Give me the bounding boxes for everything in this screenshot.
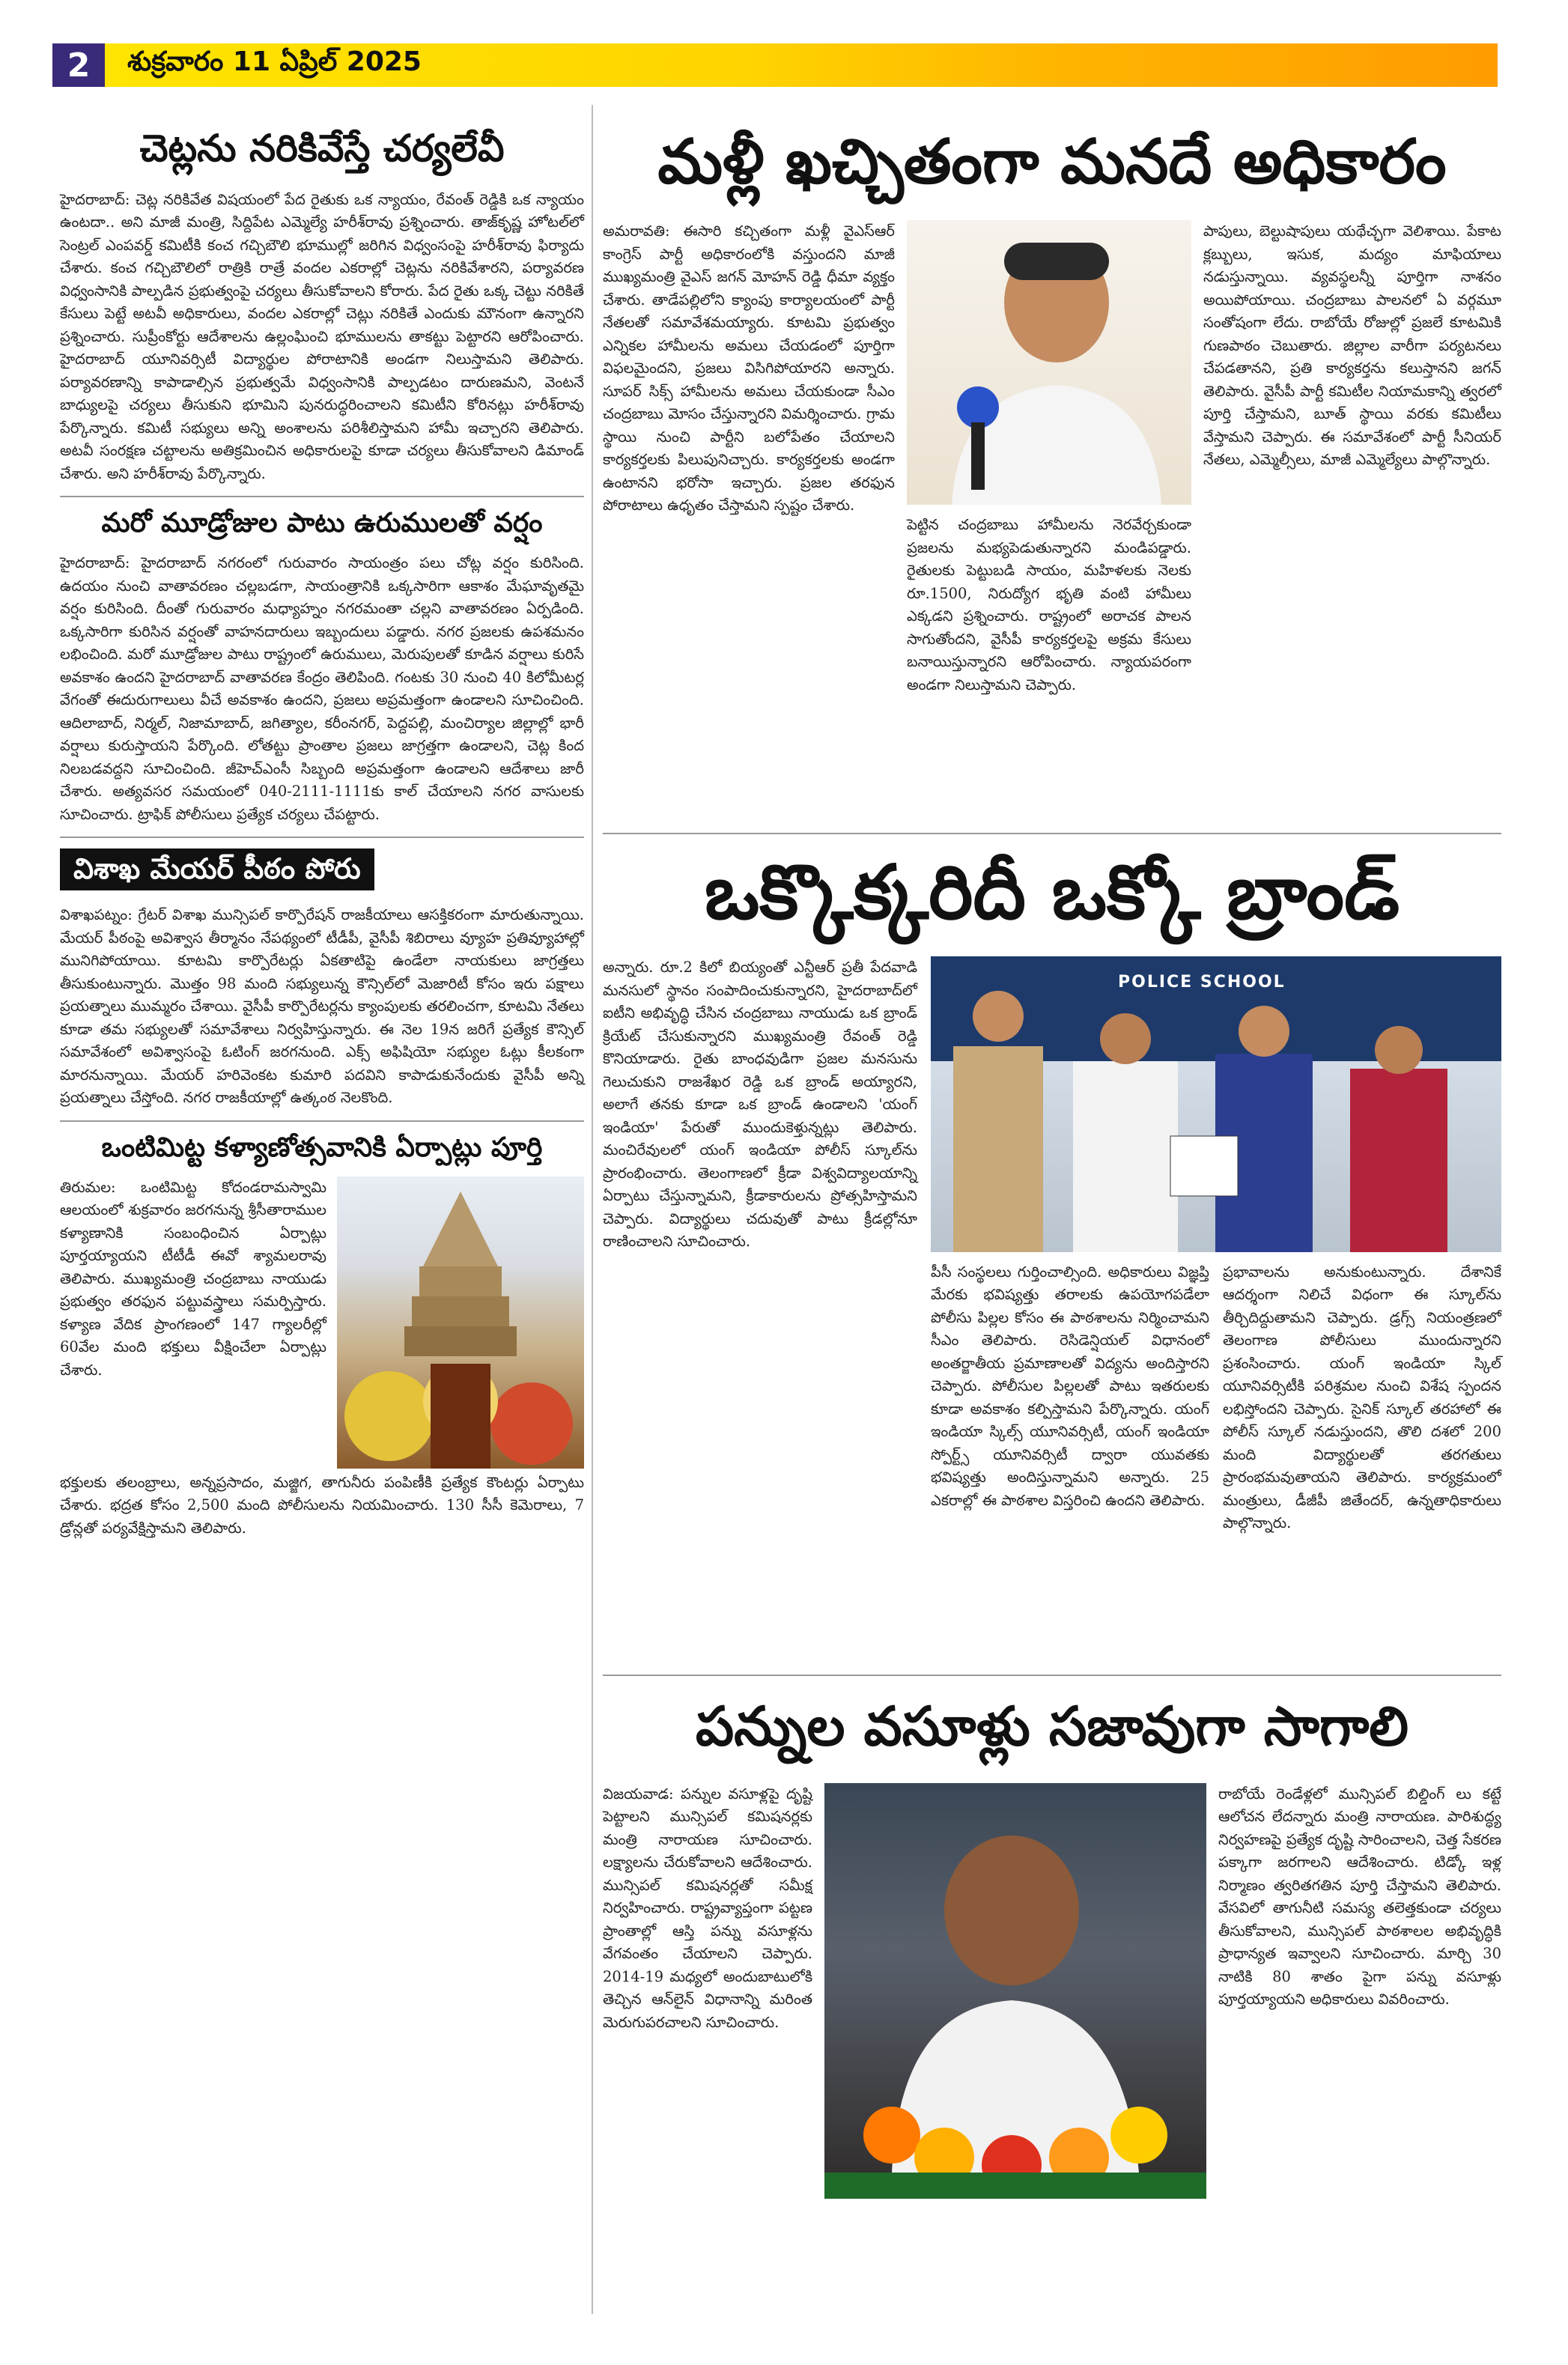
story-body: అన్నారు. రూ.2 కిలో బియ్యంతో ఎన్టీఆర్ ప్రతీ పేదవాడి మనసులో స్థానం సంపాదించుకున్నారని, హైదరాబాద్‌లో ఐటీని అభివృద్ధి చేసిన చంద్రబాబు నాయుడు ఒక బ్రాండ్ క్రియేట్ చేసుకున్నారని ముఖ్యమంత్రి రేవంత్ రెడ్డి కొనియాడారు. రైతు బాంధవుడిగా ప్రజల మనసును గెలుచుకుని రాజశేఖర రెడ్డి ఒక బ్రాండ్ అయ్యారని, అలాగే తనకు కూడా ఒక బ్రాండ్ ఉండాలని 'యంగ్ ఇండియా' పేరుతో ముందుకెళ్తున్నట్లు తెలిపారు. మంచిరేవులలో యంగ్ ఇండియా పోలీస్ స్కూల్‌ను ప్రారంభించారు. తెలంగాణలో క్రీడా విశ్వవిద్యాలయాన్ని ఏర్పాటు చేస్తున్నామని, క్రీడాకారులను ప్రోత్సహిస్తామని చెప్పారు. విద్యార్థులు చదువుతో పాటు క్రీడల్లోనూ రాణించాలని సూచించారు. bbox=[603, 959, 917, 1250]
photo-sign: POLICE SCHOOL bbox=[1118, 973, 1286, 992]
story-body: హైదరాబాద్: హైదరాబాద్ నగరంలో గురువారం సాయంత్రం పలు చోట్ల వర్షం కురిసింది. ఉదయం నుంచి వాతావరణం చల్లబడగా, సాయంత్రానికి ఒక్కసారిగా ఆకాశం మేఘావృతమై వర్షం కురిసింది. దీంతో గురువారం మధ్యాహ్నం నగరమంతా చల్లని వాతావరణం ఏర్పడింది. ఒక్కసారిగా కురిసిన వర్షంతో వాహనదారులు ఇబ్బందులు పడ్డారు. నగర ప్రజలకు ఉపశమనం లభించింది. మరో మూడ్రోజుల పాటు రాష్ట్రంలో ఉరుములు, మెరుపులతో కూడిన వర్షాలు కురిసే అవకాశం ఉందని హైదరాబాద్ వాతావరణ కేంద్రం తెలిపింది. గంటకు 30 నుంచి 40 కిలోమీటర్ల వేగంతో ఈదురుగాలులు వీచే అవకాశం ఉందని, ప్రజలు అప్రమత్తంగా ఉండాలని సూచించింది. ఆదిలాబాద్, నిర్మల్, నిజామాబాద్, జగిత్యాల, కరీంనగర్, పెద్దపల్లి, మంచిర్యాల జిల్లాల్లో భారీ వర్షాలు కురుస్తాయని పేర్కొంది. లోతట్టు ప్రాంతాల ప్రజలు జాగ్రత్తగా ఉండాలని, చెట్ల కింద నిలబడవద్దని సూచించింది. జీహెచ్ఎంసీ సిబ్బంది అప్రమత్తంగా ఉండాలని ఆదేశాలు జారీ చేశారు. అత్యవసర సమయంలో 040-2111-1111కు కాల్ చేయాలని నగర వాసులకు సూచించారు. ట్రాఫిక్ పోలీసులు ప్రత్యేక చర్యలు చేపట్టారు. bbox=[60, 554, 584, 823]
column-rule bbox=[592, 105, 593, 2314]
temple-illustration bbox=[337, 1177, 584, 1469]
issue-date: శుక్రవారం 11 ఏప్రిల్ 2025 bbox=[127, 46, 422, 77]
story-body: ప్రభావాలను అనుకుంటున్నారు. దేశానికే ఆదర్శంగా నిలిచే విధంగా ఈ స్కూల్‌ను తీర్చిదిద్దుతామని చెప్పారు. డ్రగ్స్ నియంత్రణలో తెలంగాణ పోలీసులు ముందున్నారని ప్రశంసించారు. యంగ్ ఇండియా స్కిల్ యూనివర్సిటీకి పరిశ్రమల నుంచి విశేష స్పందన లభిస్తోందని చెప్పారు. సైనిక్ స్కూల్ తరహాలో ఈ పోలీస్ స్కూల్ నడుస్తుందని, తొలి దశలో 200 మంది విద్యార్థులతో తరగతులు ప్రారంభమవుతాయని తెలిపారు. కార్యక్రమంలో మంత్రులు, డీజీపీ జితేందర్, ఉన్నతాధికారులు పాల్గొన్నారు. bbox=[1223, 1263, 1501, 1531]
story-row bbox=[603, 1783, 1501, 2199]
right-mid-story bbox=[603, 839, 1501, 1535]
minister-photo bbox=[824, 1783, 1206, 2199]
story-body: పెట్టిన చంద్రబాబు హామీలను నెరవేర్చకుండా ప్రజలను మభ్యపెడుతున్నారని మండిపడ్డారు. రైతులకు పెట్టుబడి సాయం, మహిళలకు నెలకు రూ.1500, నిరుద్యోగ భృతి వంటి హామీలు ఎక్కడని ప్రశ్నించారు. రాష్ట్రంలో అరాచక పాలన సాగుతోందని, వైసీపీ కార్యకర్తలపై అక్రమ కేసులు బనాయిస్తున్నారని ఆరోపించారు. న్యాయపరంగా అండగా నిలుస్తామని చెప్పారు. bbox=[907, 516, 1191, 693]
masthead bbox=[52, 43, 1498, 87]
story-headline: మరో మూడ్రోజుల పాటు ఉరుములతో వర్షం bbox=[101, 508, 543, 538]
story-row bbox=[60, 1177, 584, 1469]
story-row bbox=[603, 220, 1501, 696]
page-number: 2 bbox=[52, 43, 105, 87]
story-headline: మళ్లీ ఖచ్చితంగా మనదే అధికారం bbox=[657, 127, 1447, 198]
speaker-illustration bbox=[907, 220, 1191, 505]
story-body: విజయవాడ: పన్నుల వసూళ్లపై దృష్టి పెట్టాలని మున్సిపల్ కమిషనర్లకు మంత్రి నారాయణ సూచించారు. లక్ష్యాలను చేరుకోవాలని ఆదేశించారు. మున్సిపల్ కమిషనర్లతో సమీక్ష నిర్వహించారు. రాష్ట్రవ్యాప్తంగా పట్టణ ప్రాంతాల్లో ఆస్తి పన్ను వసూళ్లను వేగవంతం చేయాలని చెప్పారు. 2014-19 మధ్యలో అందుబాటులోకి తెచ్చిన ఆన్‌లైన్ విధానాన్ని మరింత మెరుగుపరచాలని సూచించారు. bbox=[603, 1785, 812, 2031]
story-visakha bbox=[60, 848, 584, 1109]
story-headline: ఒంటిమిట్ట కళ్యాణోత్సవానికి ఏర్పాట్లు పూర్తి bbox=[101, 1132, 543, 1163]
story-trees bbox=[60, 127, 584, 485]
jagan-photo bbox=[907, 220, 1191, 505]
divider bbox=[60, 496, 584, 497]
story-row bbox=[603, 956, 1501, 1254]
story-row bbox=[603, 1261, 1501, 1535]
story-headline: చెట్లను నరికివేస్తే చర్యలేవీ bbox=[139, 127, 505, 170]
story-headline: విశాఖ మేయర్ పీఠం పోరు bbox=[60, 848, 374, 890]
left-column bbox=[60, 105, 584, 1540]
story-body: పాపులు, బెల్టుషాపులు యథేచ్ఛగా వెలిశాయి. పేకాట క్లబ్బులు, ఇసుక, మద్యం మాఫియాలు నడుస్తున్నాయి. వ్యవస్థలన్నీ పూర్తిగా నాశనం అయిపోయాయి. చంద్రబాబు పాలనలో ఏ వర్గమూ సంతోషంగా లేదు. రాబోయే రోజుల్లో ప్రజలే కూటమికి గుణపాఠం చెబుతారు. జిల్లాల వారీగా పర్యటనలు చేపడతానని, ప్రతి కార్యకర్తను కలుస్తానని జగన్ తెలిపారు. వైసీపీ పార్టీ కమిటీల నియామకాన్ని త్వరలో పూర్తి చేస్తామని, బూత్ స్థాయి వరకు కమిటీలు వేస్తామని చెప్పారు. ఈ సమావేశంలో పార్టీ సీనియర్ నేతలు, ఎమ్మెల్సీలు, మాజీ ఎమ్మెల్యేలు పాల్గొన్నారు. bbox=[1203, 222, 1501, 469]
story-body: భక్తులకు తలంబ్రాలు, అన్నప్రసాదం, మజ్జిగ, తాగునీరు పంపిణీకి ప్రత్యేక కౌంటర్లు ఏర్పాటు చేశారు. భద్రత కోసం 2,500 మంది పోలీసులను నియమించారు. 130 సీసీ కెమెరాలు, 7 డ్రోన్లతో పర్యవేక్షిస్తామని తెలిపారు. bbox=[60, 1473, 584, 1537]
right-top-story bbox=[603, 105, 1501, 696]
story-body: అమరావతి: ఈసారి కచ్చితంగా మళ్లీ వైఎస్ఆర్ కాంగ్రెస్ పార్టీ అధికారంలోకి వస్తుందని మాజీ ముఖ్యమంత్రి వైఎస్ జగన్ మోహన్ రెడ్డి ధీమా వ్యక్తం చేశారు. తాడేపల్లిలోని క్యాంపు కార్యాలయంలో పార్టీ నేతలతో సమావేశమయ్యారు. కూటమి ప్రభుత్వం ఎన్నికల హామీలను అమలు చేయడంలో పూర్తిగా విఫలమైందని, ప్రజలు విసిగిపోయారని అన్నారు. సూపర్ సిక్స్ హామీలను అమలు చేయకుండా సీఎం చంద్రబాబు మోసం చేస్తున్నారని విమర్శించారు. గ్రామ స్థాయి నుంచి పార్టీని బలోపేతం చేయాలని కార్యకర్తలకు పిలుపునిచ్చారు. కార్యకర్తలకు అండగా ఉంటానని భరోసా ఇచ్చారు. ప్రజల తరఫున పోరాటాలు ఉధృతం చేస్తామని స్పష్టం చేశారు. bbox=[603, 222, 895, 514]
story-headline: ఒక్కొక్కరిదీ ఒక్కో బ్రాండ్ bbox=[704, 848, 1400, 936]
date-band bbox=[105, 43, 1498, 87]
story-body: తిరుమల: ఒంటిమిట్ట కోదండరామస్వామి ఆలయంలో శుక్రవారం జరగనున్న శ్రీసీతారాముల కళ్యాణానికి సంబంధించిన ఏర్పాట్లు పూర్తయ్యాయని టీటీడీ ఈవో శ్యామలరావు తెలిపారు. ముఖ్యమంత్రి చంద్రబాబు నాయుడు ప్రభుత్వం తరఫున పట్టువస్త్రాలు సమర్పిస్తారు. కళ్యాణ వేదిక ప్రాంగణంలో 147 గ్యాలరీల్లో 60వేల మంది భక్తులు వీక్షించేలా ఏర్పాట్లు చేశారు. bbox=[60, 1178, 326, 1379]
divider bbox=[603, 833, 1501, 834]
police-school-photo bbox=[931, 956, 1501, 1252]
story-rain bbox=[60, 508, 584, 826]
divider bbox=[60, 1120, 584, 1122]
subhead-box-wrap bbox=[60, 848, 584, 890]
story-headline: పన్నుల వసూళ్లు సజావుగా సాగాలి bbox=[695, 1695, 1409, 1758]
minister-illustration bbox=[824, 1783, 1206, 2199]
story-body: రాబోయే రెండేళ్లలో మున్సిపల్ బిల్డింగ్ లు కట్టే ఆలోచన లేదన్నారు మంత్రి నారాయణ. పారిశుద్ధ్య నిర్వహణపై ప్రత్యేక దృష్టి సారించాలని, చెత్త సేకరణ పక్కాగా జరగాలని ఆదేశించారు. టిడ్కో ఇళ్ల నిర్మాణం త్వరితగతిన పూర్తి చేస్తామని తెలిపారు. వేసవిలో తాగునీటి సమస్య తలెత్తకుండా చర్యలు తీసుకోవాలని, మున్సిపల్ పాఠశాలల అభివృద్ధికి ప్రాధాన్యత ఇవ్వాలని సూచించారు. మార్చి 30 నాటికి 80 శాతం పైగా పన్ను వసూళ్లు పూర్తయ్యాయని అధికారులు వివరించారు. bbox=[1218, 1785, 1501, 2009]
right-bottom-story bbox=[603, 1685, 1501, 2199]
spacer bbox=[603, 1261, 917, 1535]
story-ontimitta bbox=[60, 1132, 584, 1540]
story-body: విశాఖపట్నం: గ్రేటర్ విశాఖ మున్సిపల్ కార్పొరేషన్ రాజకీయాలు ఆసక్తికరంగా మారుతున్నాయి. మేయర్ పీఠంపై అవిశ్వాస తీర్మానం నేపథ్యంలో టీడీపీ, వైసీపీ శిబిరాలు వ్యూహ ప్రతివ్యూహాల్లో మునిగిపోయాయి. కూటమి కార్పొరేటర్లు ఏకతాటిపై ఉండేలా నాయకులు జాగ్రత్తలు తీసుకుంటున్నారు. మొత్తం 98 మంది సభ్యులున్న కౌన్సిల్‌లో మెజారిటీ కోసం ఇరు పక్షాలు ప్రయత్నాలు ముమ్మరం చేశాయి. వైసీపీ కార్పొరేటర్లను క్యాంపులకు తరలించగా, కూటమి నేతలు కూడా తమ సభ్యులతో సమావేశాలు నిర్వహిస్తున్నారు. ఈ నెల 19న జరిగే ప్రత్యేక కౌన్సిల్ సమావేశంలో అవిశ్వాసంపై ఓటింగ్ జరగనుంది. ఎక్స్ అఫిషియో సభ్యుల ఓట్లు కీలకంగా మారనున్నాయి. మేయర్ హరివెంకట కుమారి పదవిని కాపాడుకునేందుకు వైసీపీ అన్ని ప్రయత్నాలు చేస్తోంది. నగర రాజకీయాల్లో ఉత్కంఠ నెలకొంది. bbox=[60, 906, 584, 1107]
story-body: పీసీ సంస్థలలు గుర్తించాల్సింది. అధికారులు విజ్ఞప్తి మేరకు భవిష్యత్తు తరాలకు ఉపయోగపడేలా పోలీసు పిల్లల కోసం ఈ పాఠశాలను నిర్మించామని సీఎం తెలిపారు. రెసిడెన్షియల్ విధానంలో అంతర్జాతీయ ప్రమాణాలతో విద్యను అందిస్తారని చెప్పారు. పోలీసుల పిల్లలతో పాటు ఇతరులకు కూడా అవకాశం కల్పిస్తామని పేర్కొన్నారు. యంగ్ ఇండియా స్కిల్స్ యూనివర్సిటీ, యంగ్ ఇండియా స్పోర్ట్స్ యూనివర్సిటీ ద్వారా యువతకు భవిష్యత్తు అందిస్తున్నామని అన్నారు. 25 ఎకరాల్లో ఈ పాఠశాల విస్తరించి ఉందని తెలిపారు. bbox=[931, 1263, 1209, 1509]
temple-photo bbox=[337, 1177, 584, 1469]
divider bbox=[603, 1675, 1501, 1676]
story-body: హైదరాబాద్: చెట్ల నరికివేత విషయంలో పేద రైతుకు ఒక న్యాయం, రేవంత్ రెడ్డికి ఒక న్యాయం ఉంటదా.. అని మాజీ మంత్రి, సిద్దిపేట ఎమ్మెల్యే హరీశ్‌రావు ప్రశ్నించారు. తాజ్‌కృష్ణ హోటల్‌లో సెంట్రల్ ఎంపవర్డ్ కమిటీకి కంచ గచ్చిబౌలి భూముల్లో జరిగిన విధ్వంసంపై హరీశ్‌రావు ఫిర్యాదు చేశారు. కంచ గచ్చిబౌలిలో రాత్రికి రాత్రే వందల ఎకరాల్లో చెట్లను నరికివేశారని, పర్యావరణ విధ్వంసానికి పాల్పడిన ప్రభుత్వంపై చర్యలు తీసుకోవాలని కోరారు. పేద రైతు ఒక్క చెట్టు నరికితే కేసులు పెట్టే అటవీ అధికారులు, వందల ఎకరాల్లో చెట్లు నరికితే ఎందుకు మౌనంగా ఉన్నారని ప్రశ్నించారు. సుప్రీంకోర్టు ఆదేశాలను ఉల్లంఘించి భూములను తాకట్టు పెట్టారని ఆరోపించారు. హైదరాబాద్ యూనివర్సిటీ విద్యార్థుల పోరాటానికి అండగా నిలుస్తామని తెలిపారు. పర్యావరణాన్ని కాపాడాల్సిన ప్రభుత్వమే విధ్వంసానికి పాల్పడటం దారుణమని, వెంటనే బాధ్యులపై చర్యలు తీసుకుని భూమిని పునరుద్ధరించాలని కమిటీని కోరినట్లు హరీశ్‌రావు పేర్కొన్నారు. కమిటీ సభ్యులు అన్ని అంశాలను పరిశీలిస్తామని హామీ ఇచ్చారని తెలిపారు. అటవీ సంరక్షణ చట్టాలను అతిక్రమించిన అధికారులపై కూడా చర్యలు తీసుకోవాలని డిమాండ్ చేశారు. అని హరీశ్‌రావు పేర్కొన్నారు. bbox=[60, 190, 584, 482]
divider bbox=[60, 837, 584, 838]
event-illustration bbox=[931, 956, 1501, 1252]
story-mid-col bbox=[907, 220, 1191, 696]
